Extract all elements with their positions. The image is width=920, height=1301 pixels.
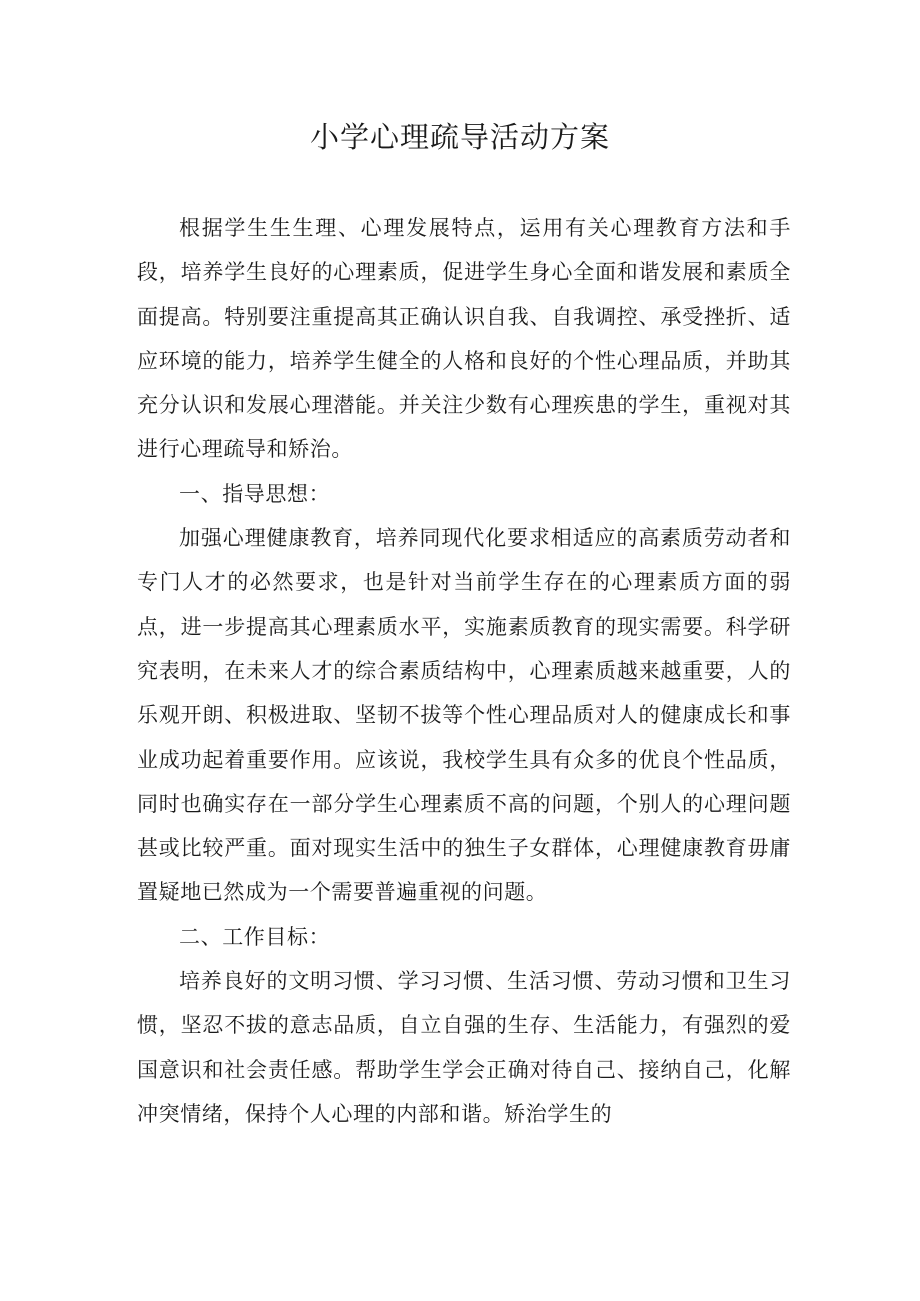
document-title: 小学心理疏导活动方案: [309, 120, 610, 154]
section-heading-guiding-ideology: 一、指导思想：: [179, 481, 331, 506]
document-body: [137, 206, 791, 1136]
intro-paragraph: 根据学生生生理、心理发展特点，运用有关心理教育方法和手段，培养学生良好的心理素质，促进学生身心全面和谐发展和素质全面提高。特别要注重提高其正确认识自我、自我调控、承受挫折、适应环境的能力，培养学生健全的人格和良好的个性心理品质，并助其充分认识和发展心理潜能。并关注少数有心理疾患的学生，重视对其进行心理疏导和矫治。: [137, 216, 791, 462]
work-goals-paragraph: 培养良好的文明习惯、学习习惯、生活习惯、劳动习惯和卫生习惯，坚忍不拔的意志品质，自立自强的生存、生活能力，有强烈的爱国意识和社会责任感。帮助学生学会正确对待自己、接纳自己，化解冲突情绪，保持个人心理的内部和谐。矫治学生的: [137, 969, 791, 1126]
section-heading-work-goals: 二、工作目标：: [179, 924, 331, 949]
guiding-ideology-paragraph: 加强心理健康教育，培养同现代化要求相适应的高素质劳动者和专门人才的必然要求，也是针对当前学生存在的心理素质方面的弱点，进一步提高其心理素质水平，实施素质教育的现实需要。科学研究表明，在未来人才的综合素质结构中，心理素质越来越重要，人的乐观开朗、积极进取、坚韧不拔等个性心理品质对人的健康成长和事业成功起着重要作用。应该说，我校学生具有众多的优良个性品质，同时也确实存在一部分学生心理素质不高的问题，个别人的心理问题甚或比较严重。面对现实生活中的独生子女群体，心理健康教育毋庸置疑地已然成为一个需要普遍重视的问题。: [137, 526, 791, 905]
